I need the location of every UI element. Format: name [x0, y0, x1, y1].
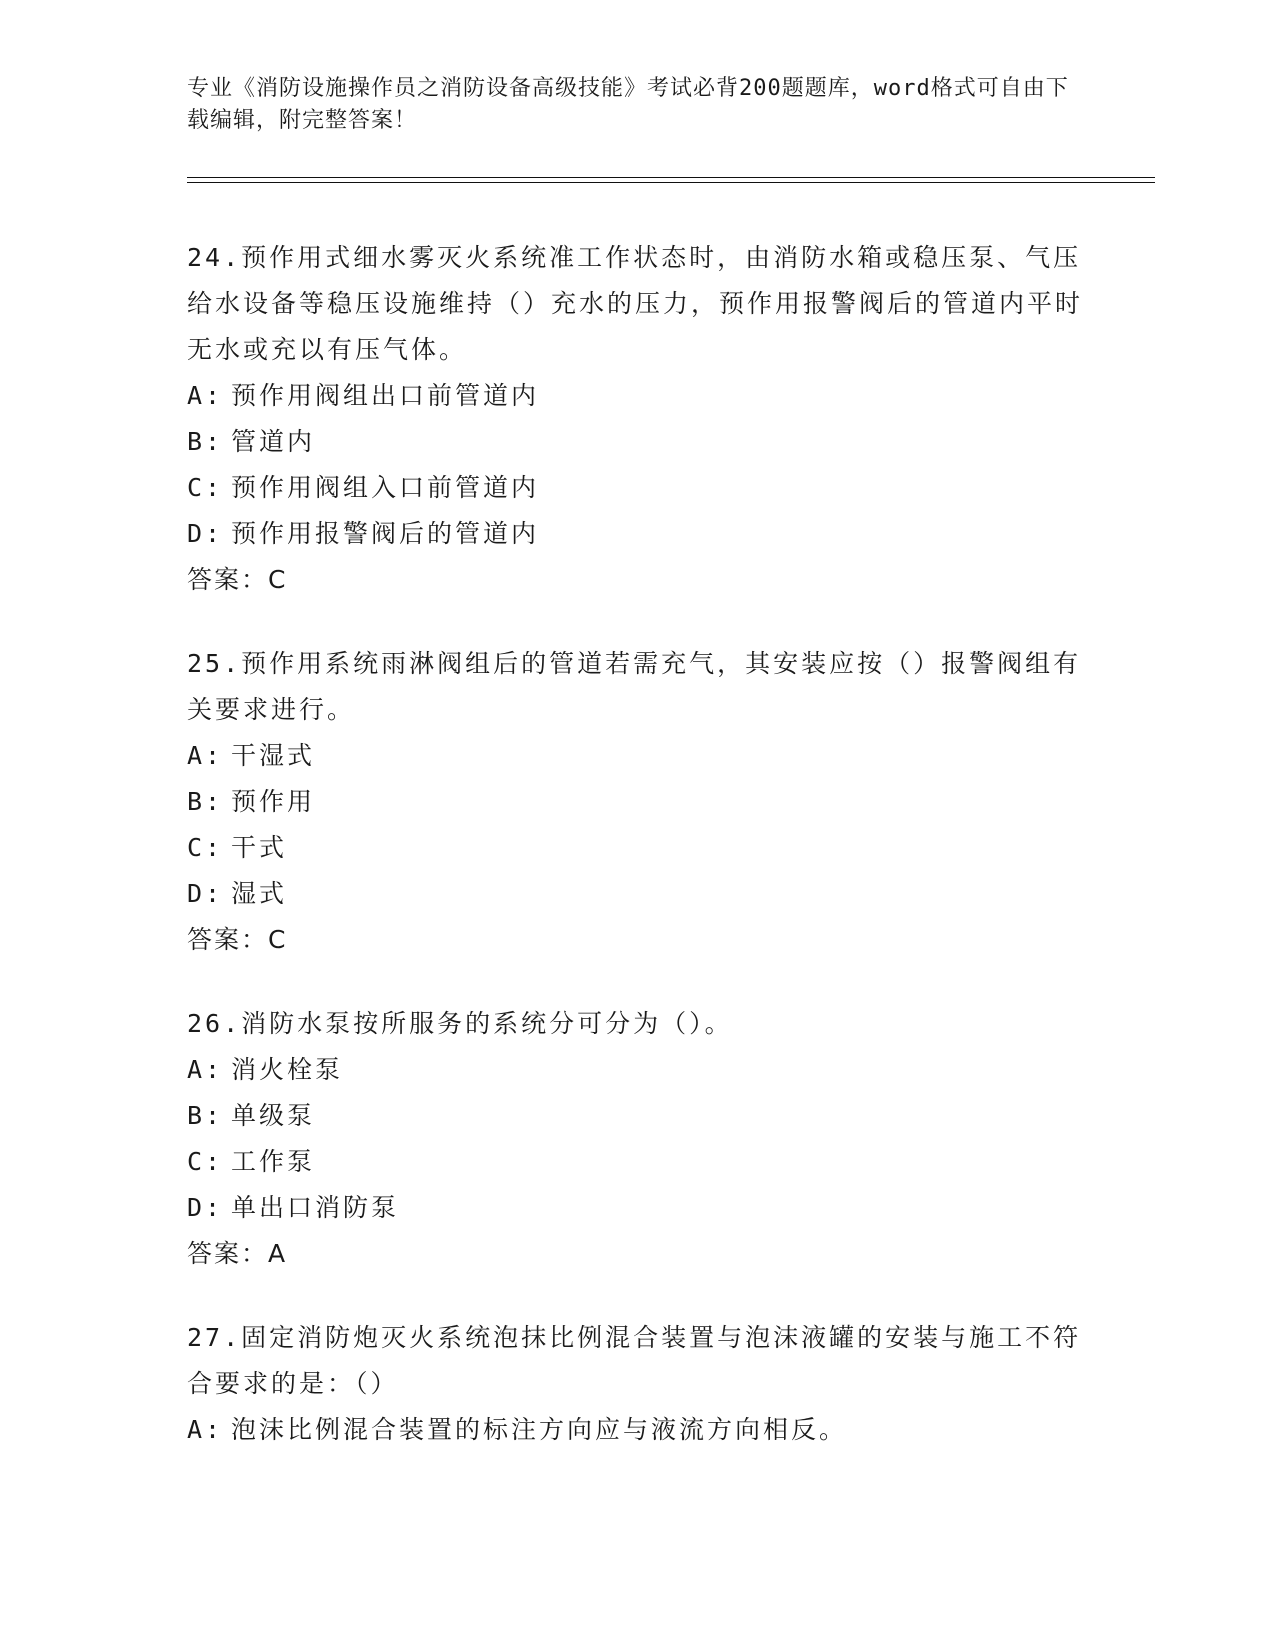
option-letter: D:: [187, 1193, 224, 1222]
option-letter: A:: [187, 741, 224, 770]
option-d: [187, 1185, 1087, 1231]
option-text: 干湿式: [231, 741, 316, 770]
option-letter: C:: [187, 833, 224, 862]
option-a: [187, 373, 1087, 419]
question-list: [187, 235, 1087, 1491]
answer-label: 答案：A: [187, 1239, 288, 1268]
header-divider-top: [187, 177, 1155, 178]
option-text: 预作用报警阀后的管道内: [231, 519, 540, 548]
option-letter: B:: [187, 1101, 224, 1130]
option-text: 单级泵: [231, 1101, 316, 1130]
option-text: 单出口消防泵: [231, 1193, 400, 1222]
question-text: 25.预作用系统雨淋阀组后的管道若需充气，其安装应按（）报警阀组有关要求进行。: [187, 649, 1082, 724]
option-letter: C:: [187, 1147, 224, 1176]
option-text: 管道内: [231, 427, 316, 456]
option-text: 预作用阀组出口前管道内: [231, 381, 540, 410]
option-d: [187, 511, 1087, 557]
option-letter: C:: [187, 473, 224, 502]
option-letter: B:: [187, 787, 224, 816]
option-text: 干式: [231, 833, 288, 862]
option-d: [187, 871, 1087, 917]
question-text: 24.预作用式细水雾灭火系统准工作状态时，由消防水箱或稳压泵、气压给水设备等稳压设施维持（）充水的压力，预作用报警阀后的管道内平时无水或充以有压气体。: [187, 243, 1084, 364]
answer-label: 答案：C: [187, 925, 288, 954]
question-26: [187, 1001, 1087, 1277]
question-text: 26.消防水泵按所服务的系统分可分为（）。: [187, 1009, 733, 1038]
question-25: [187, 641, 1087, 963]
option-text: 预作用阀组入口前管道内: [231, 473, 540, 502]
answer-label: 答案：C: [187, 565, 288, 594]
header-divider-bottom: [187, 182, 1155, 183]
document-header: 专业《消防设施操作员之消防设备高级技能》考试必背200题题库，word格式可自由下载编辑，附完整答案！: [187, 76, 1069, 133]
question-text: 27.固定消防炮灭火系统泡抹比例混合装置与泡沫液罐的安装与施工不符合要求的是：（）: [187, 1323, 1082, 1398]
option-c: [187, 1139, 1087, 1185]
option-c: [187, 465, 1087, 511]
option-letter: A:: [187, 1415, 224, 1444]
option-text: 消火栓泵: [231, 1055, 344, 1084]
option-a: [187, 1407, 1087, 1453]
option-b: [187, 779, 1087, 825]
option-a: [187, 733, 1087, 779]
question-27: [187, 1315, 1087, 1453]
option-b: [187, 419, 1087, 465]
option-letter: A:: [187, 381, 224, 410]
option-letter: D:: [187, 519, 224, 548]
option-letter: B:: [187, 427, 224, 456]
option-text: 湿式: [231, 879, 288, 908]
option-text: 预作用: [231, 787, 316, 816]
question-24: [187, 235, 1087, 603]
option-letter: D:: [187, 879, 224, 908]
option-text: 工作泵: [231, 1147, 316, 1176]
option-text: 泡沫比例混合装置的标注方向应与液流方向相反。: [231, 1415, 848, 1444]
option-a: [187, 1047, 1087, 1093]
option-letter: A:: [187, 1055, 224, 1084]
option-b: [187, 1093, 1087, 1139]
option-c: [187, 825, 1087, 871]
